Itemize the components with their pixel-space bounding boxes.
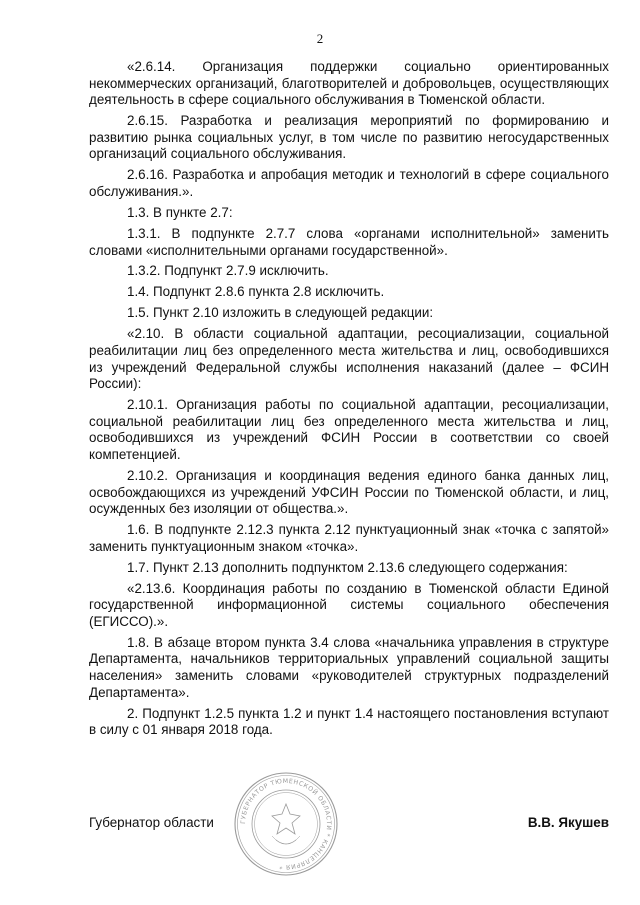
- document-body: [89, 59, 609, 743]
- signatory-title: Губернатор области: [89, 815, 214, 830]
- paragraph: 1.3.1. В подпункте 2.7.7 слова «органами исполнительной» заменить словами «исполнительными органами государственной».: [89, 225, 609, 258]
- paragraph: 2.10.1. Организация работы по социальной адаптации, ресоциализации, социальной реабилитации лиц без определенного места жительства и лиц, освободившихся из учреждений ФСИН России в соответствии со своей компетенцией.: [89, 397, 609, 462]
- paragraph: 1.6. В подпункте 2.12.3 пункта 2.12 пунктуационный знак «точка с запятой» заменить пунктуационным знаком «точка».: [89, 522, 609, 554]
- paragraph: 1.8. В абзаце втором пункта 3.4 слова «начальника управления в структуре Департамента, начальников территориальных управлений социальной защиты населения» заменить словами «руководителей структурных подразделений Департамента».: [89, 634, 609, 700]
- paragraph: «2.6.14. Организация поддержки социально ориентированных некоммерческих организаций, благотворителей и добровольцев, осуществляющих деятельность в сфере социального обслуживания в Тюменской области.: [89, 59, 609, 108]
- paragraph: 1.5. Пункт 2.10 изложить в следующей редакции:: [127, 305, 434, 321]
- paragraph: 1.3. В пункте 2.7:: [127, 204, 233, 220]
- signatory-name: В.В. Якушев: [527, 815, 609, 830]
- paragraph: 1.3.2. Подпункт 2.7.9 исключить.: [127, 263, 329, 279]
- page-number: 2: [316, 31, 324, 46]
- paragraph: 2.6.16. Разработка и апробация методик и технологий в сфере социального обслуживания.».: [89, 167, 609, 199]
- paragraph: 2.10.2. Организация и координация ведения единого банка данных лиц, освобождающихся из учреждений УФСИН России по Тюменской области, и лиц, осужденных без изоляции от общества.».: [89, 467, 609, 517]
- signature-block: [89, 815, 609, 835]
- paragraph: 1.4. Подпункт 2.8.6 пункта 2.8 исключить.: [127, 284, 385, 300]
- paragraph: 2.6.15. Разработка и реализация мероприятий по формированию и развитию рынка социальных услуг, в том числе по развитию негосударственных организаций социального обслуживания.: [89, 113, 609, 162]
- paragraph: «2.10. В области социальной адаптации, ресоциализации, социальной реабилитации лиц без определенного места жительства и лиц, освободившихся из учреждений Федеральной службы исполнения наказаний (далее – ФСИН России):: [89, 326, 609, 392]
- paragraph: «2.13.6. Координация работы по созданию в Тюменской области Единой государственной информационной системы социального обеспечения (ЕГИССО).».: [89, 580, 609, 629]
- paragraph: 2. Подпункт 1.2.5 пункта 1.2 и пункт 1.4 настоящего постановления вступают в силу с 01 января 2018 года.: [89, 705, 609, 738]
- paragraph: 1.7. Пункт 2.13 дополнить подпунктом 2.13.6 следующего содержания:: [127, 559, 568, 575]
- seal-ring-text: ГУБЕРНАТОР ТЮМЕНСКОЙ ОБЛАСТИ * КАНЦЕЛЯРИЯ *: [239, 777, 333, 871]
